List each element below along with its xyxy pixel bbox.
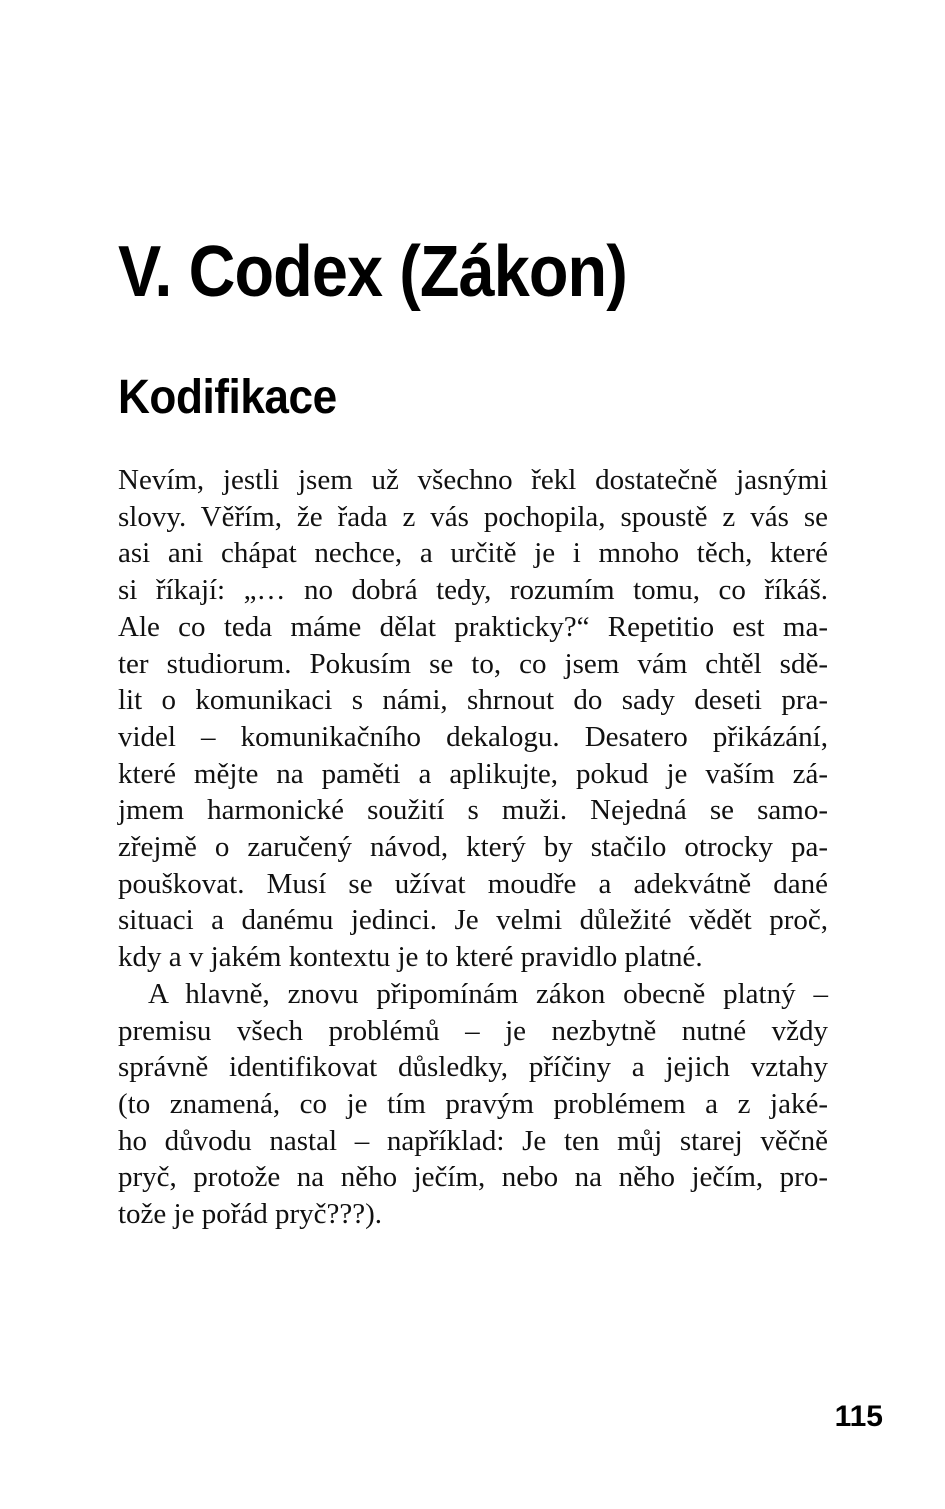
chapter-title: V. Codex (Zákon) (118, 232, 627, 312)
text-line: videl – komunikačního dekalogu. Desatero přikázání, (118, 720, 828, 753)
text-line: kdy a v jakém kontextu je to které pravidlo platné. (118, 941, 703, 974)
text-line: ter studiorum. Pokusím se to, co jsem vám chtěl sdě- (118, 647, 828, 680)
text-line: lit o komunikaci s námi, shrnout do sady deseti pra- (118, 684, 828, 717)
text-line: zřejmě o zaručený návod, který by stačilo otrocky pa- (118, 831, 828, 864)
text-line: premisu všech problémů – je nezbytně nutné vždy (118, 1014, 828, 1047)
page-number: 115 (834, 1400, 883, 1433)
text-line: Ale co teda máme dělat prakticky?“ Repetitio est ma- (118, 610, 828, 643)
section-title: Kodifikace (118, 371, 337, 424)
text-line: A hlavně, znovu připomínám zákon obecně platný – (148, 977, 828, 1010)
body-text (118, 462, 828, 1233)
text-line: které mějte na paměti a aplikujte, pokud je vaším zá- (118, 757, 828, 790)
text-line: pryč, protože na něho ječím, nebo na něho ječím, pro- (118, 1161, 828, 1194)
text-line: (to znamená, co je tím pravým problémem a z jaké- (118, 1087, 828, 1120)
text-line: slovy. Věřím, že řada z vás pochopila, spoustě z vás se (118, 500, 828, 533)
paragraph-1 (118, 462, 828, 976)
text-line: tože je pořád pryč???). (118, 1198, 383, 1231)
text-line: Nevím, jestli jsem už všechno řekl dostatečně jasnými (118, 464, 828, 496)
text-line: situaci a danému jedinci. Je velmi důležité vědět proč, (118, 904, 828, 937)
text-line: pouškovat. Musí se užívat moudře a adekvátně dané (118, 867, 828, 900)
text-line: asi ani chápat nechce, a určitě je i mnoho těch, které (118, 537, 828, 570)
text-line: si říkají: „… no dobrá tedy, rozumím tomu, co říkáš. (118, 574, 828, 607)
text-line: jmem harmonické soužití s muži. Nejedná se samo- (118, 794, 828, 827)
paragraph-2 (118, 976, 828, 1233)
text-line: správně identifikovat důsledky, příčiny a jejich vztahy (118, 1051, 828, 1084)
text-line: ho důvodu nastal – například: Je ten můj starej věčně (118, 1124, 828, 1157)
